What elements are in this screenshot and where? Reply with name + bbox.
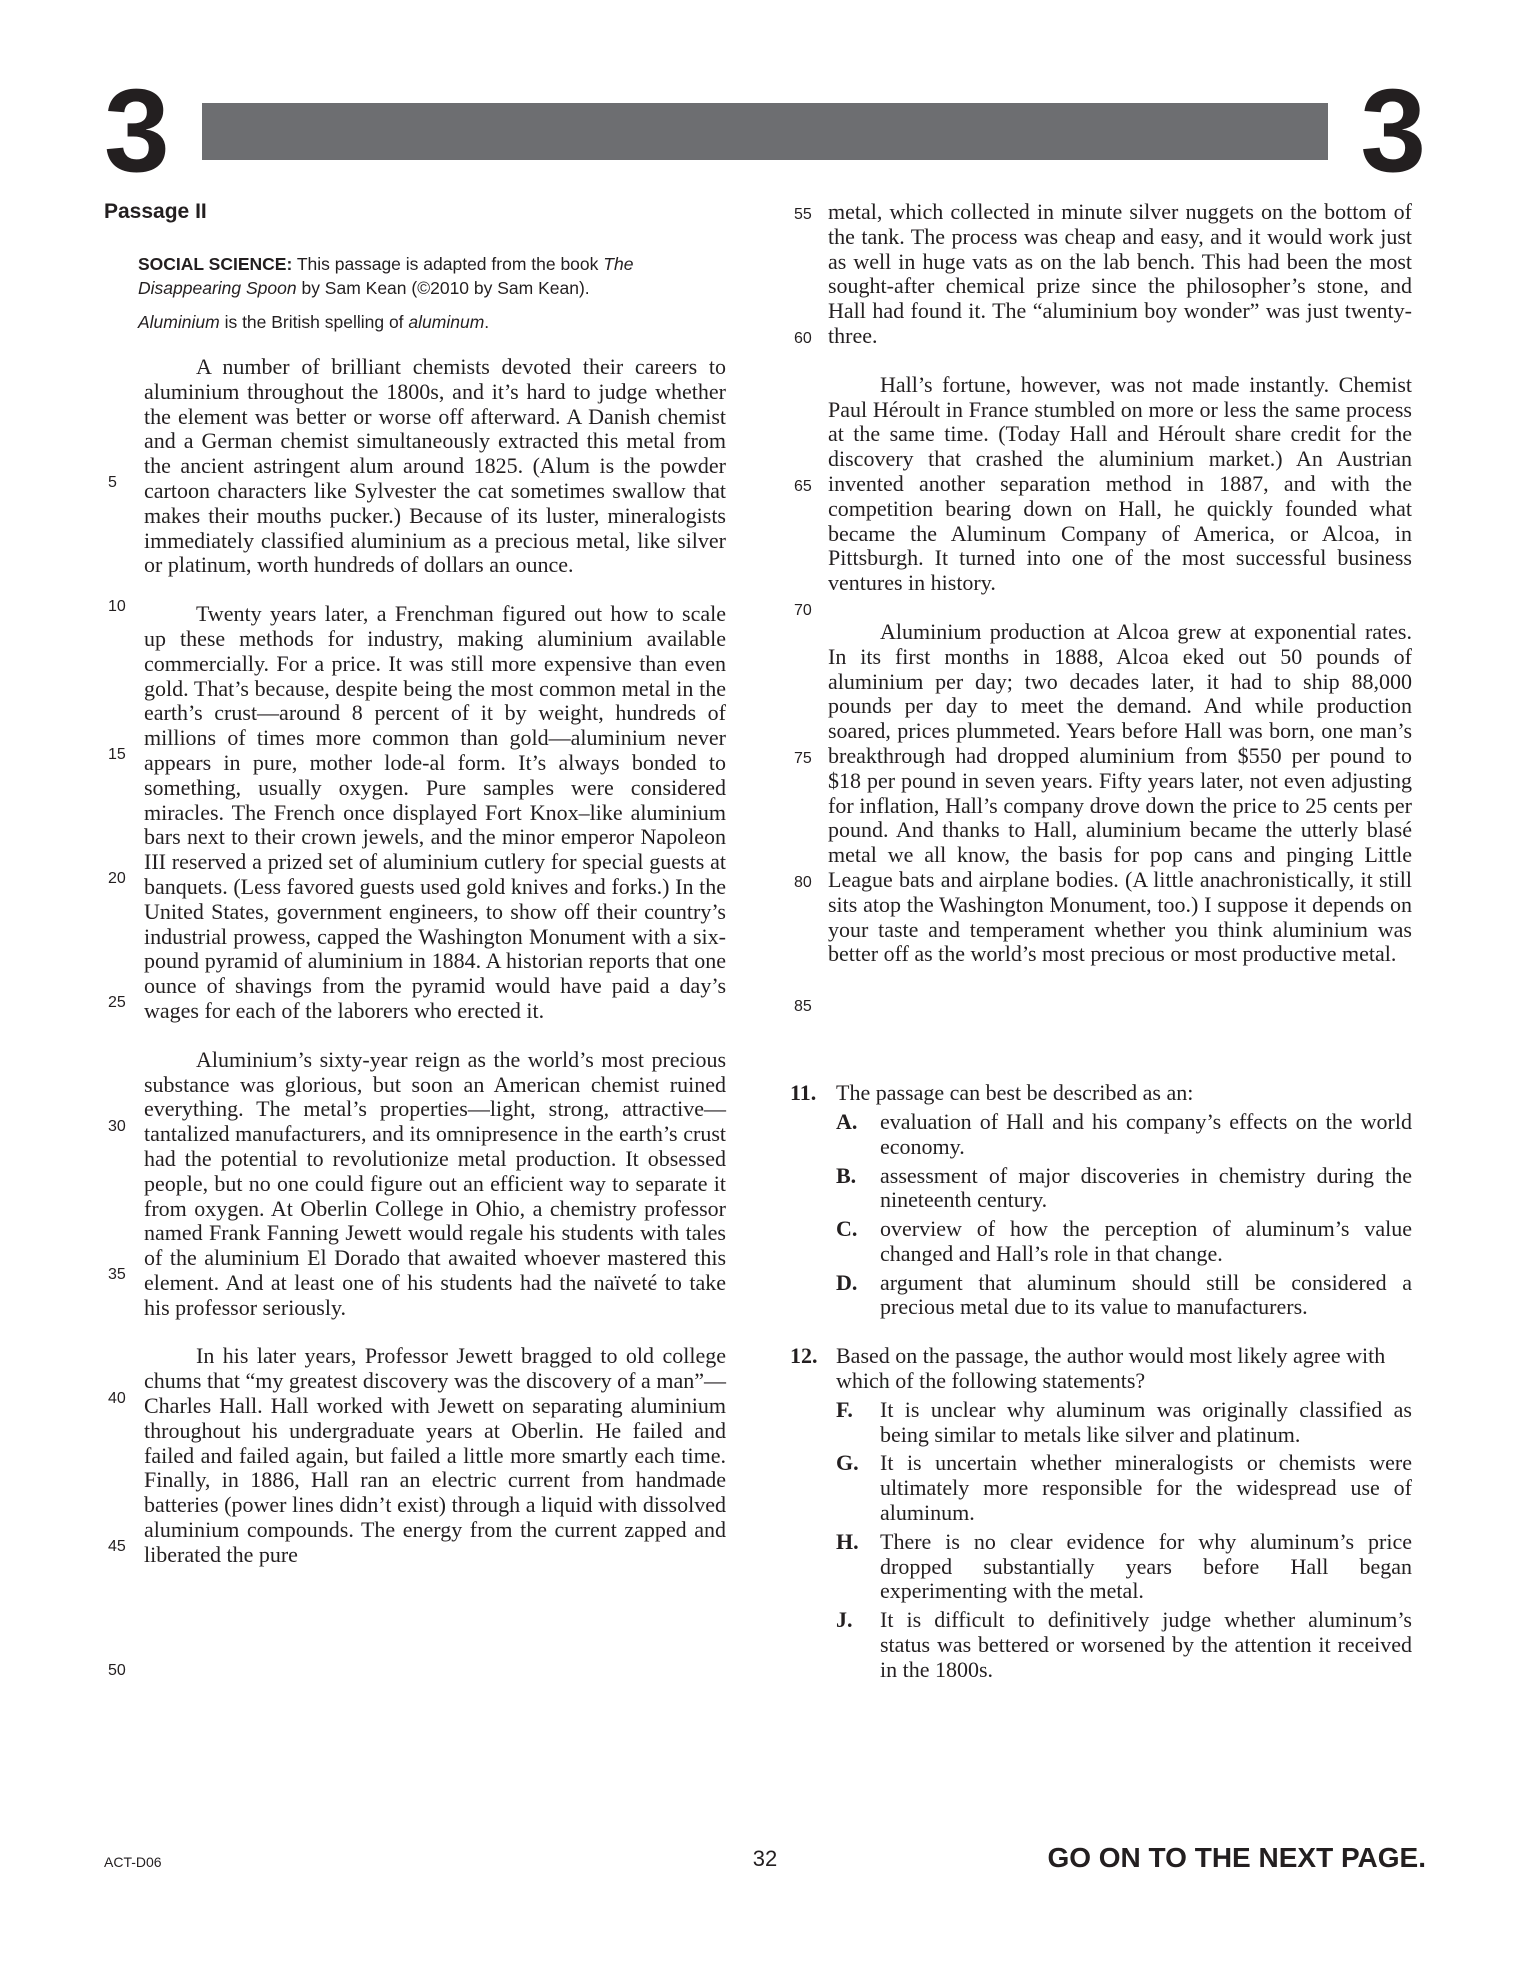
section-number-left: 3 <box>104 65 170 197</box>
question-11 <box>790 1081 1412 1320</box>
answer-option-j[interactable] <box>836 1608 1412 1682</box>
passage-title: Passage II <box>104 200 207 223</box>
passage-paragraph-3 <box>144 1048 726 1321</box>
line-number: 80 <box>794 874 812 891</box>
line-number: 5 <box>108 474 117 491</box>
page-number: 32 <box>752 1846 778 1871</box>
option-text: There is no clear evidence for why aluminum’s price dropped substantially years before Hall began experimenting with the metal. <box>880 1528 1412 1604</box>
line-number: 70 <box>794 602 812 619</box>
left-column <box>104 200 726 1592</box>
intro-book: The Disappearing Spoon <box>138 254 634 298</box>
line-number: 60 <box>794 330 812 347</box>
paragraph-text: Aluminium’s sixty-year reign as the world’s most precious substance was glorious, but soon an American chemist ruined everything. The metal’s properties—light, strong, attractive—tantalized manufacturers, and its omnipresence in the earth’s crust had the potential to revolutionize metal production. It obsessed people, but no one could figure out an efficient way to separate it from oxygen. At Oberlin College in Ohio, a chemistry professor named Frank Fanning Jewett would regale his students with tales of the aluminium El Dorado that awaited whoever mastered this element. And at least one of his students had the naïveté to take his professor seriously. <box>144 1046 726 1320</box>
right-column <box>790 200 1412 1707</box>
line-number: 10 <box>108 598 126 615</box>
line-number: 20 <box>108 870 126 887</box>
line-number: 55 <box>794 206 812 223</box>
option-letter: J. <box>836 1607 853 1633</box>
answer-option-g[interactable] <box>836 1451 1412 1525</box>
section-number-right: 3 <box>1360 65 1426 197</box>
next-page-notice: GO ON TO THE NEXT PAGE. <box>1047 1842 1426 1873</box>
option-text: It is difficult to definitively judge whether aluminum’s status was bettered or worsened by the attention it received in the 1800s. <box>880 1607 1412 1682</box>
paragraph-text: A number of brilliant chemists devoted their careers to aluminium throughout the 1800s, and it’s hard to judge whether the element was better or worse off afterward. A Danish chemist and a German chemist simultaneously extracted this metal from the ancient astringent alum around 1825. (Alum is the powder cartoon characters like Sylvester the cat sometimes swallow that makes their mouths pucker.) Because of its luster, mineralogists immediately classified aluminium as a precious metal, like silver or platinum, worth hundreds of dollars an ounce. <box>144 354 726 578</box>
answer-option-f[interactable] <box>836 1398 1412 1448</box>
answer-option-d[interactable] <box>836 1271 1412 1321</box>
paragraph-text: In his later years, Professor Jewett bragged to old college chums that “my greatest discovery was the discovery of a man”—Charles Hall. Hall worked with Jewett on separating aluminium throughout his undergraduate years at Oberlin. He failed and failed and failed again, but failed a little more smartly each time. Finally, in 1886, Hall ran an electric current from handmade batteries (power lines didn’t exist) through a liquid with dissolved aluminium compounds. The energy from the current zapped and liberated the pure <box>144 1343 726 1567</box>
answer-option-c[interactable] <box>836 1217 1412 1267</box>
spelling-note <box>138 312 726 333</box>
option-letter: F. <box>836 1396 853 1422</box>
answer-option-b[interactable] <box>836 1164 1412 1214</box>
passage-paragraph-5 <box>828 373 1412 596</box>
line-number: 50 <box>108 1662 126 1679</box>
form-code: ACT-D06 <box>104 1854 162 1870</box>
question-number: 12. <box>790 1343 818 1369</box>
option-text: argument that aluminum should still be considered a precious metal due to its value to manufacturers. <box>880 1269 1412 1320</box>
paragraph-text: metal, which collected in minute silver nuggets on the bottom of the tank. The process was cheap and easy, and it would work just as well in huge vats as on the lab bench. This had been the most sought-after chemical prize since the philosopher’s stone, and Hall had found it. The “aluminium boy wonder” was just twenty-three. <box>828 199 1412 348</box>
option-letter: B. <box>836 1162 857 1188</box>
passage-paragraph-1 <box>144 355 726 578</box>
line-number: 35 <box>108 1266 126 1283</box>
answer-option-h[interactable] <box>836 1530 1412 1604</box>
note-end: . <box>484 312 490 332</box>
question-number: 11. <box>790 1080 817 1106</box>
option-text: evaluation of Hall and his company’s effects on the world economy. <box>880 1108 1412 1159</box>
passage-paragraph-4-continued <box>828 200 1412 349</box>
line-number: 40 <box>108 1390 126 1407</box>
note-term2: aluminum <box>408 312 485 332</box>
paragraph-text: Hall’s fortune, however, was not made instantly. Chemist Paul Héroult in France stumbled on more or less the same process at the same time. (Today Hall and Héroult share credit for the discovery that crashed the aluminium market.) An Austrian invented another separation method in 1887, and with the competition bearing down on Hall, he quickly founded what became the Aluminum Company of America, or Alcoa, in Pittsburgh. It turned into one of the most successful business ventures in history. <box>828 371 1412 596</box>
option-letter: D. <box>836 1269 858 1295</box>
option-letter: G. <box>836 1450 859 1476</box>
note-term: Aluminium <box>138 312 220 332</box>
paragraph-text: Aluminium production at Alcoa grew at exponential rates. In its first months in 1888, Alcoa eked out 50 pounds of aluminium per day; two decades later, it had to ship 88,000 pounds per day to meet the demand. And while production soared, prices plummeted. Years before Hall was born, one man’s breakthrough had dropped aluminium from $550 per pound to $18 per pound in seven years. Fifty years later, not even adjusting for inflation, Hall’s company drove down the price to 25 cents per pound. And thanks to Hall, aluminium became the utterly blasé metal we all know, the basis for pop cans and pinging Little League bats and airplane bodies. (A little anachronistically, it still sits atop the Washington Monument, too.) I suppose it depends on your taste and temperament whether you think aluminium was better off as the world’s most precious or most productive metal. <box>828 618 1412 967</box>
question-stem: Based on the passage, the author would most likely agree with which of the following statements? <box>836 1343 1386 1394</box>
passage-paragraph-2 <box>144 602 726 1024</box>
line-number: 85 <box>794 998 812 1015</box>
question-12 <box>790 1344 1412 1682</box>
question-stem: The passage can best be described as an: <box>836 1080 1194 1106</box>
passage-paragraph-4 <box>144 1344 726 1567</box>
passage-intro <box>138 252 726 300</box>
line-number: 15 <box>108 746 126 763</box>
line-number: 75 <box>794 750 812 767</box>
paragraph-text: Twenty years later, a Frenchman figured out how to scale up these methods for industry, making aluminium available commercially. For a price. It was still more expensive than even gold. That’s because, despite being the most common metal in the earth’s crust—around 8 percent of it by weight, hundreds of millions of times more common than gold—aluminium never appears in pure, mother lode-al form. It’s always bonded to something, usually oxygen. Pure samples were considered miracles. The French once displayed Fort Knox–like aluminium bars next to their crown jewels, and the minor emperor Napoleon III reserved a prized set of aluminium cutlery for special guests at banquets. (Less favored guests used gold knives and forks.) In the United States, government engineers, to show off their country’s industrial prowess, capped the Washington Monument with a six-pound pyramid of aluminium in 1884. A historian reports that one ounce of shavings from the pyramid would have paid a day’s wages for each of the laborers who erected it. <box>144 601 726 1023</box>
intro-label: SOCIAL SCIENCE: <box>138 254 293 274</box>
answer-option-a[interactable] <box>836 1110 1412 1160</box>
intro-rest: by Sam Kean (©2010 by Sam Kean). <box>296 278 590 298</box>
intro-text: This passage is adapted from the book <box>292 254 604 274</box>
note-mid: is the British spelling of <box>219 312 409 332</box>
line-number: 65 <box>794 478 812 495</box>
option-text: overview of how the perception of aluminum’s value changed and Hall’s role in that change. <box>880 1216 1412 1266</box>
option-letter: H. <box>836 1528 859 1554</box>
option-text: It is unclear why aluminum was originally classified as being similar to metals like silver and platinum. <box>880 1396 1412 1447</box>
option-letter: A. <box>836 1108 858 1134</box>
passage-paragraph-6 <box>828 620 1412 967</box>
option-text: assessment of major discoveries in chemistry during the nineteenth century. <box>880 1162 1412 1213</box>
line-number: 30 <box>108 1118 126 1135</box>
line-number: 45 <box>108 1538 126 1555</box>
section-header-bar <box>202 103 1328 160</box>
option-text: It is uncertain whether mineralogists or chemists were ultimately more responsible for the widespread use of aluminum. <box>880 1450 1412 1526</box>
option-letter: C. <box>836 1216 858 1242</box>
line-number: 25 <box>108 994 126 1011</box>
